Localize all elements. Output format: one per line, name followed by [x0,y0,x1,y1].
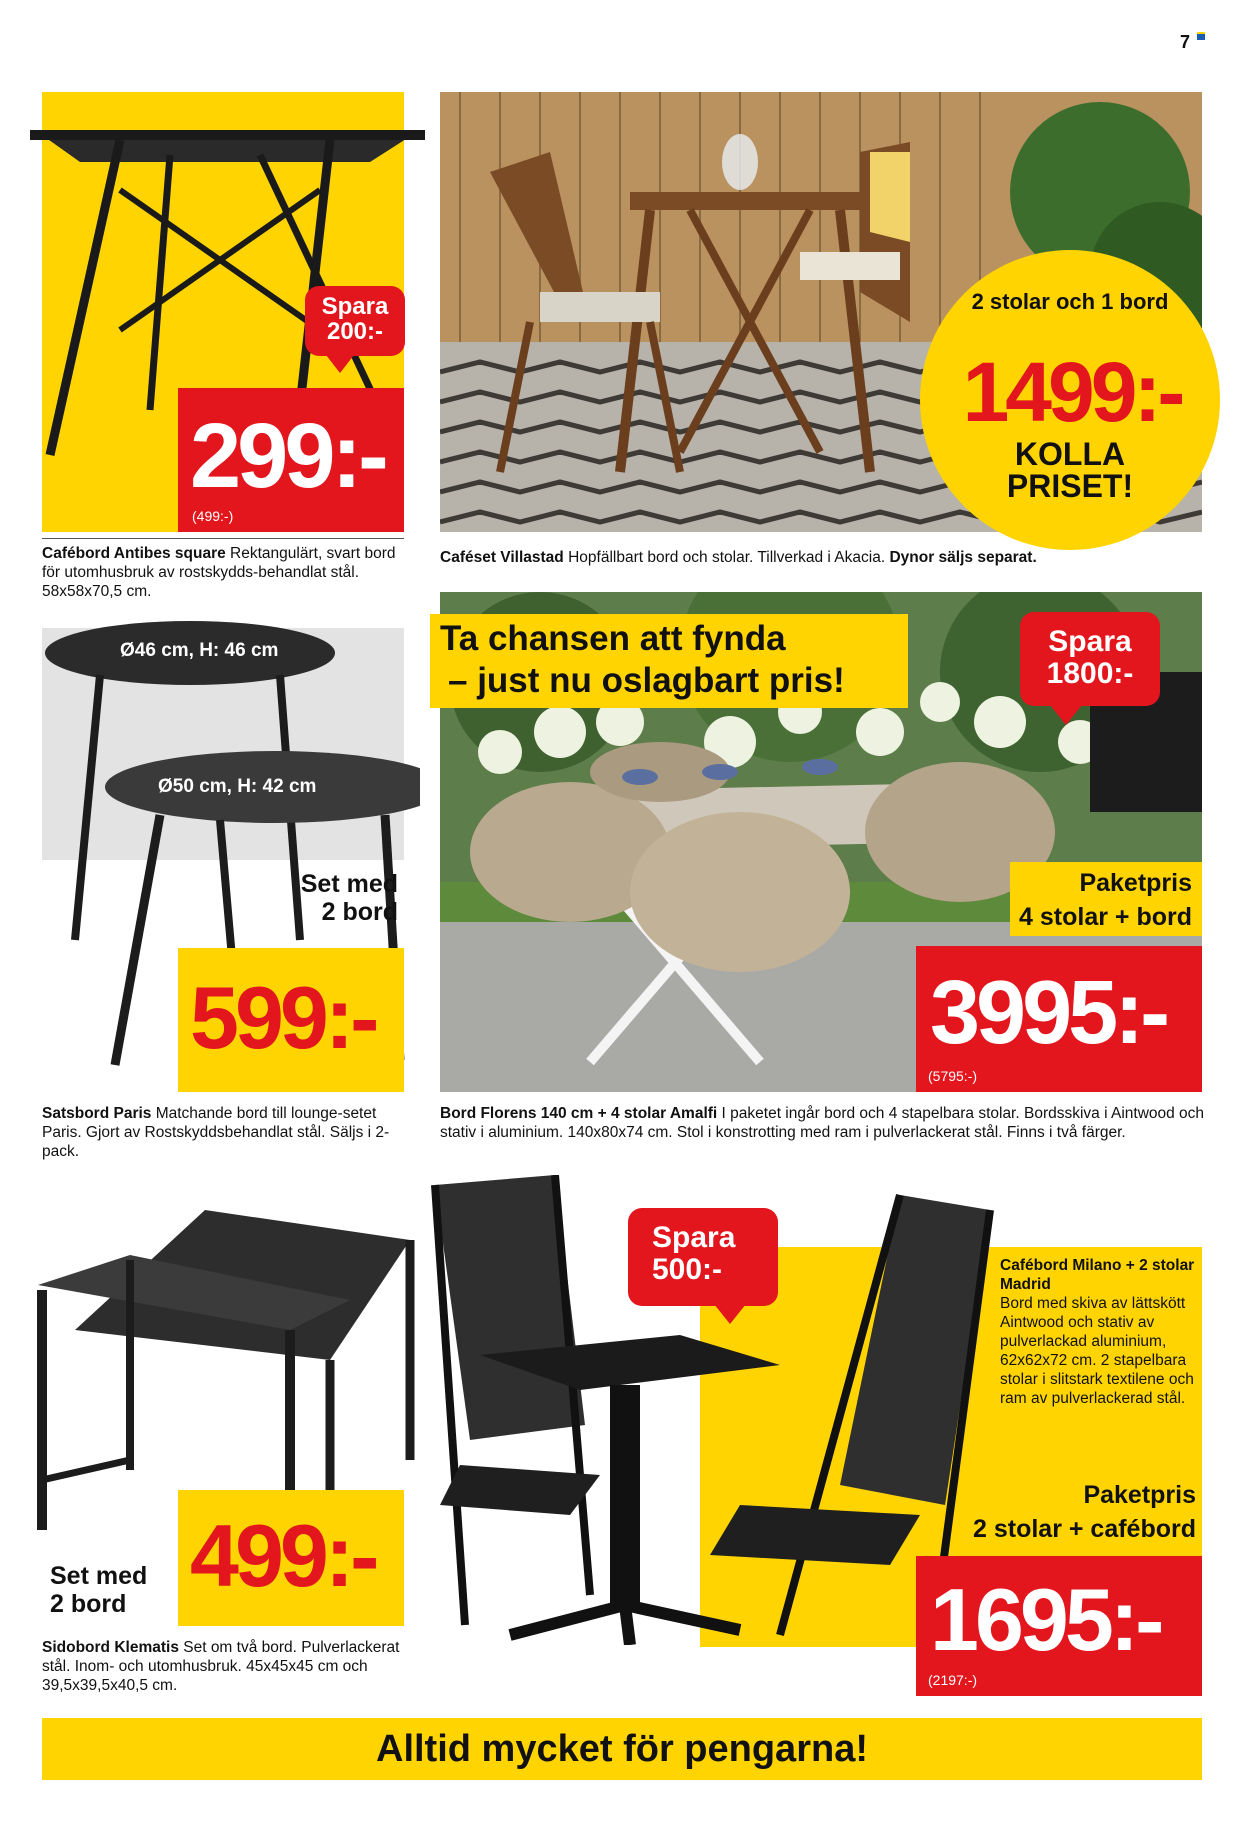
antibes-divider [42,538,404,539]
flag-icon [1197,32,1205,40]
villastad-price-badge [920,250,1220,550]
florens-paket: Paketpris 4 stolar + bord [1010,862,1202,936]
antibes-spara-tail [326,355,354,373]
villastad-badge-bottom: KOLLA PRISET! [1006,436,1134,504]
milano-spara-badge: Spara 500:- [628,1208,778,1306]
villastad-badge-top: 2 stolar och 1 bord [971,289,1169,314]
paris-set-label: Set med 2 bord [300,870,398,926]
footer-slogan-bar [42,1718,1202,1780]
milano-desc: Bord med skiva av lättskött Aintwood och stativ av pulverlackad aluminium, 62x62x72 cm. 2 stapelbara stolar i slitstark textilene och ram av pulverlackerad stål. [1000,1295,1194,1407]
antibes-price: 299:- [190,405,385,507]
milano-price: 1695:- [930,1570,1161,1669]
florens-spara-tail [1050,705,1082,725]
villastad-caption [440,548,1210,567]
florens-headline-line1: Ta chansen att fynda [440,619,786,658]
paris-size-bottom: Ø50 cm, H: 42 cm [158,776,317,797]
paris-size-top: Ø46 cm, H: 46 cm [120,640,279,661]
paris-caption [42,1104,412,1161]
florens-spara-badge: Spara 1800:- [1020,612,1160,706]
paris-name: Satsbord Paris [42,1105,152,1122]
paris-price-box [178,948,404,1092]
paris-desc: Matchande bord till lounge-setet Paris. Gjort av Rostskyddsbehandlat stål. Säljs i 2-pack. [42,1105,390,1160]
florens-desc: I paketet ingår bord och 4 stapelbara stolar. Bordsskiva i Aintwood och stativ i aluminium. 140x80x74 cm. Stol i konstrotting med ram i pulverlackerat stål. Finns i två färger. [440,1105,1205,1141]
klematis-name: Sidobord Klematis [42,1639,179,1656]
page-number: 7 [1180,32,1205,53]
florens-old-price: (5795:-) [928,1068,978,1084]
florens-caption [440,1104,1210,1142]
antibes-name: Cafébord Antibes square [42,545,226,562]
klematis-price-box [178,1490,404,1626]
antibes-caption [42,544,412,601]
antibes-spara-badge: Spara 200:- [305,286,405,356]
florens-headline [430,614,908,708]
klematis-desc: Set om två bord. Pulverlackerat stål. Inom- och utomhusbruk. 45x45x45 cm och 39,5x39,5x40,5 cm. [42,1639,400,1694]
milano-price-box [916,1556,1202,1696]
milano-spara-tail [714,1304,746,1324]
villastad-desc: Hopfällbart bord och stolar. Tillverkad i Akacia. [563,549,890,566]
paris-price: 599:- [190,968,376,1067]
antibes-price-box [178,388,404,532]
florens-price: 3995:- [930,963,1167,1063]
milano-paket: Paketpris 2 stolar + cafébord [973,1481,1196,1543]
villastad-price: 1499:- [962,345,1182,439]
milano-old-price: (2197:-) [928,1672,978,1688]
villastad-name: Caféset Villastad [440,549,564,566]
florens-name: Bord Florens 140 cm + 4 stolar Amalfi [440,1105,718,1122]
klematis-price: 499:- [190,1506,376,1605]
antibes-old-price: (499:-) [192,508,234,524]
footer-slogan: Alltid mycket för pengarna! [376,1728,868,1770]
villastad-desc-bold: Dynor säljs separat. [889,549,1037,566]
antibes-desc: Rektangulärt, svart bord för utomhusbruk av rostskydds-behandlat stål. 58x58x70,5 cm. [42,545,396,600]
klematis-caption [42,1638,412,1695]
florens-price-box [916,946,1202,1092]
milano-name: Cafébord Milano + 2 stolar Madrid [1000,1257,1195,1293]
klematis-set-label: Set med 2 bord [50,1562,148,1618]
milano-info [1000,1256,1200,1408]
florens-headline-line2: – just nu oslagbart pris! [448,661,845,700]
